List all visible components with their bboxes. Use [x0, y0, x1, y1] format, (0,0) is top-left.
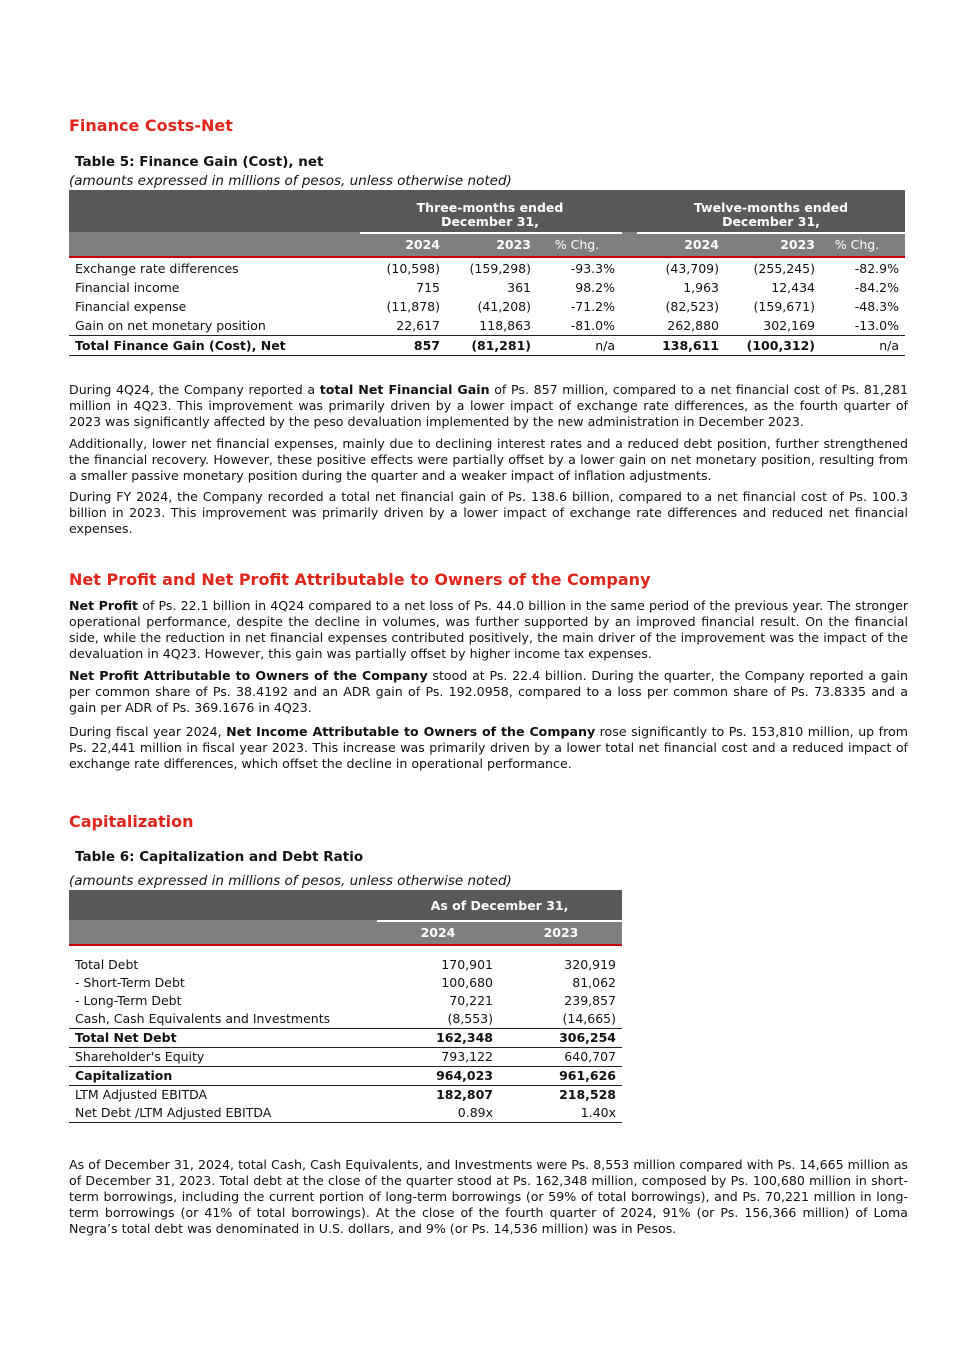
table-row: - Short-Term Debt 100,680 81,062: [75, 975, 616, 990]
total-net-debt-row: Total Net Debt 162,348 306,254: [69, 1028, 622, 1048]
section-title-capitalization: Capitalization: [69, 812, 194, 831]
table-row: Net Debt /LTM Adjusted EBITDA 0.89x 1.40x: [69, 1104, 622, 1123]
table-row: Financial income 715 361 98.2% 1,963 12,434 -84.2%: [75, 280, 899, 295]
table6-subtitle: (amounts expressed in millions of pesos, unless otherwise noted): [69, 873, 512, 889]
capitalization-table: [69, 890, 622, 1123]
table-row: Cash, Cash Equivalents and Investments (8,553) (14,665): [75, 1011, 616, 1026]
total-row: Total Finance Gain (Cost), Net 857 (81,281) n/a 138,611 (100,312) n/a: [69, 335, 905, 356]
paragraph-net-profit-owners: Net Profit Attributable to Owners of the Company stood at Ps. 22.4 billion. During the quarter, the Company reported a gain per common share of Ps. 38.4192 and an ADR gain of Ps. 192.0958, compared to a loss per common share of Ps. 73.8335 and a gain per ADR of Ps. 369.1676 in 4Q23.: [69, 668, 908, 715]
paragraph-financial-recovery: Additionally, lower net financial expenses, mainly due to declining interest rates and a reduced debt position, further strengthened the financial recovery. However, these positive effects were partially offset by a lower gain on net monetary position, resulting from a smaller passive monetary position during the quarter and a weaker impact of inflation adjustments.: [69, 436, 908, 483]
col-2023: 2023: [543, 925, 579, 940]
table-row: - Long-Term Debt 70,221 239,857: [75, 993, 616, 1008]
table-row: Gain on net monetary position 22,617 118,863 -81.0% 262,880 302,169 -13.0%: [75, 318, 899, 333]
table5-subtitle: (amounts expressed in millions of pesos, unless otherwise noted): [69, 173, 512, 189]
group-twelve-months: Twelve-months ended December 31,: [693, 200, 849, 229]
group-three-months: Three-months ended December 31,: [416, 200, 564, 229]
col-chg-fy: % Chg.: [834, 237, 880, 252]
finance-gain-table: [69, 190, 905, 356]
table-row: Exchange rate differences (10,598) (159,298) -93.3% (43,709) (255,245) -82.9%: [75, 261, 899, 276]
table-row: Shareholder's Equity 793,122 640,707: [75, 1049, 616, 1064]
section-title-finance-costs: Finance Costs-Net: [69, 116, 233, 135]
table5-column-header: [69, 232, 905, 256]
group-as-of-dec: As of December 31,: [430, 898, 569, 913]
paragraph-net-income-fy: During fiscal year 2024, Net Income Attributable to Owners of the Company rose significantly to Ps. 153,810 million, up from Ps. 22,441 million in fiscal year 2023. This increase was primarily driven by a lower total net financial cost and a reduced impact of exchange rate differences, which offset the decline in operational performance.: [69, 724, 908, 771]
col-chg-q: % Chg.: [554, 237, 600, 252]
table6-title: Table 6: Capitalization and Debt Ratio: [75, 849, 364, 865]
paragraph-fy-financial-gain: During FY 2024, the Company recorded a total net financial gain of Ps. 138.6 billion, compared to a net financial cost of Ps. 100.3 billion in 2023. This improvement was primarily driven by a lower impact of exchange rate differences and reduced net financial expenses.: [69, 489, 908, 536]
col-2024: 2024: [420, 925, 456, 940]
capitalization-row: Capitalization 964,023 961,626: [69, 1066, 622, 1086]
col-2024-q: 2024: [405, 237, 440, 252]
col-2023-q: 2023: [496, 237, 531, 252]
col-2024-fy: 2024: [684, 237, 719, 252]
paragraph-cash-debt: As of December 31, 2024, total Cash, Cash Equivalents, and Investments were Ps. 8,553 million compared with Ps. 14,665 million as of December 31, 2023. Total debt at the close of the quarter stood at Ps. 162,348 million, composed by Ps. 100,680 million in short-term borrowings, including the current portion of long-term borrowings (or 59% of total borrowings), and Ps. 70,221 million in long-term borrowings (or 41% of total borrowings). At the close of the fourth quarter of 2024, 91% (or Ps. 156,366 million) of Loma Negra’s total debt was denominated in U.S. dollars, and 9% (or Ps. 14,536 million) was in Pesos.: [69, 1157, 908, 1236]
table5-title: Table 5: Finance Gain (Cost), net: [75, 154, 324, 170]
paragraph-financial-gain: During 4Q24, the Company reported a total Net Financial Gain of Ps. 857 million, compared to a net financial cost of Ps. 81,281 million in 4Q23. This improvement was primarily driven by a lower impact of exchange rate differences, as the fourth quarter of 2023 was significantly affected by the peso devaluation implemented by the new administration in December 2023.: [69, 382, 908, 429]
table-row: Total Debt 170,901 320,919: [75, 957, 616, 972]
section-title-net-profit: Net Profit and Net Profit Attributable to Owners of the Company: [69, 570, 651, 589]
table6-group-header: [69, 890, 622, 920]
col-2023-fy: 2023: [780, 237, 815, 252]
table-row: LTM Adjusted EBITDA 182,807 218,528: [75, 1087, 616, 1102]
paragraph-net-profit: Net Profit of Ps. 22.1 billion in 4Q24 compared to a net loss of Ps. 44.0 billion in the same period of the previous year. The stronger operational performance, despite the decline in volumes, was further supported by an improved financial result. On the financial side, while the reduction in net financial expenses contributed positively, the main driver of the improvement was the impact of the devaluation in 4Q23. However, this gain was partially offset by higher income tax expenses.: [69, 598, 909, 661]
table6-column-header: [69, 920, 622, 944]
table-row: Financial expense (11,878) (41,208) -71.2% (82,523) (159,671) -48.3%: [75, 299, 899, 314]
table5-group-header: [69, 190, 905, 232]
